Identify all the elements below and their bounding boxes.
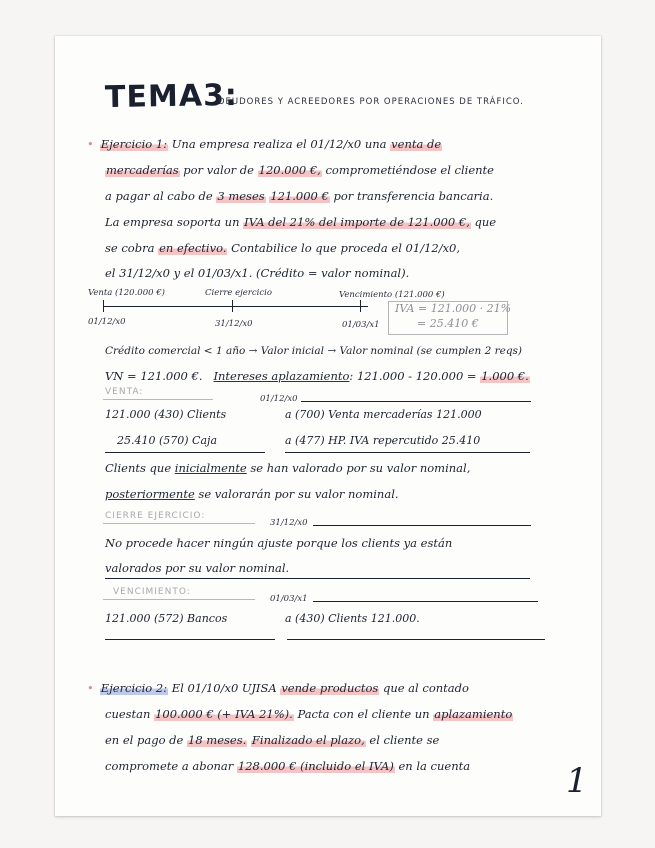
credito-note: Crédito comercial < 1 año → Valor inicial → Valor nominal (se cumplen 2 reqs) (105, 345, 523, 357)
ej1-text: comprometiéndose el cliente (325, 163, 494, 177)
venta-row-2-debe: 25.410 (570) Caja (117, 434, 218, 447)
ej2-label: Ejercicio 2: (100, 681, 168, 695)
ej2-line-1 (87, 681, 469, 695)
timeline-label-venta: Venta (120.000 €) (88, 288, 165, 298)
venta-row-1-haber: a (700) Venta mercaderías 121.000 (285, 408, 482, 421)
vencimiento-heading-rule (103, 599, 255, 600)
venta-note-1 (105, 461, 470, 475)
vn-text: Intereses aplazamiento (213, 369, 350, 383)
journal-rule (105, 578, 530, 579)
journal-rule (313, 601, 538, 602)
vn-highlight: 1.000 €. (481, 369, 529, 383)
cierre-date: 31/12/x0 (270, 518, 308, 528)
ej2-highlight: aplazamiento (434, 707, 513, 721)
venta-row-1-debe: 121.000 (430) Clients (105, 408, 227, 421)
vencimiento-row-1-haber: a (430) Clients 121.000. (285, 612, 420, 625)
bullet-icon: • (87, 681, 94, 695)
timeline-axis (103, 306, 368, 307)
ej1-line-4 (105, 215, 496, 229)
journal-rule (287, 639, 545, 640)
ej2-highlight: 18 meses. (188, 733, 247, 747)
ej1-line-1 (87, 137, 442, 151)
ej2-text: que al contado (382, 681, 469, 695)
iva-box-line-2: = 25.410 € (417, 317, 479, 330)
vn-text: VN = 121.000 €. (105, 369, 203, 383)
ej1-text: por transferencia bancaria. (333, 189, 494, 203)
vn-text: : 121.000 - 120.000 = (349, 369, 477, 383)
ej2-line-2 (105, 707, 513, 721)
ej1-highlight: 121.000 € (270, 189, 329, 203)
timeline-tick (103, 300, 104, 312)
journal-rule (313, 525, 531, 526)
ej2-text: el cliente se (369, 733, 440, 747)
vencimiento-heading: VENCIMIENTO: (113, 587, 191, 597)
cierre-heading-rule (103, 523, 255, 524)
ej2-line-4 (105, 759, 470, 773)
vencimiento-date: 01/03/x1 (270, 594, 308, 604)
journal-rule (285, 452, 530, 453)
ej2-text: cuestan (105, 707, 151, 721)
ej1-line-3 (105, 189, 493, 203)
venta-row-2-haber: a (477) HP. IVA repercutido 25.410 (285, 434, 481, 447)
ej2-text: Pacta con el cliente un (297, 707, 430, 721)
iva-box-line-1: IVA = 121.000 · 21% (395, 302, 512, 315)
venta-note-text: se valorarán por su valor nominal. (198, 487, 399, 501)
timeline-label-vencimiento: Vencimiento (121.000 €) (339, 290, 445, 300)
ej2-text: compromete a abonar (105, 759, 234, 773)
ej1-text: Una empresa realiza el 01/12/x0 una (171, 137, 387, 151)
notebook-page (55, 36, 601, 816)
ej1-text: Contabilice lo que proceda el 01/12/x0, (231, 241, 461, 255)
journal-rule (301, 401, 531, 402)
ej1-text: La empresa soporta un (105, 215, 240, 229)
ej2-highlight: 128.000 € (incluido el IVA) (237, 759, 394, 773)
vn-line (105, 369, 530, 383)
timeline-date-2: 31/12/x0 (215, 319, 253, 329)
bullet-icon: • (87, 137, 94, 151)
venta-date: 01/12/x0 (260, 394, 298, 404)
venta-heading: VENTA: (105, 387, 144, 397)
venta-note-text: inicialmente (174, 461, 247, 475)
cierre-note-1: No procede hacer ningún ajuste porque los clients ya están (105, 536, 453, 550)
timeline-label-cierre: Cierre ejercicio (205, 288, 272, 298)
ej2-highlight: 100.000 € (+ IVA 21%). (155, 707, 293, 721)
venta-note-2 (105, 487, 399, 501)
ej2-text: El 01/10/x0 UJISA (171, 681, 277, 695)
page-number: 1 (566, 761, 588, 801)
venta-note-text: se han valorado por su valor nominal, (250, 461, 471, 475)
ej2-highlight: vende productos (281, 681, 379, 695)
page-subtitle: DEUDORES Y ACREEDORES POR OPERACIONES DE TRÁFICO. (218, 97, 524, 107)
ej1-highlight: mercaderías (106, 163, 179, 177)
ej1-text: por valor de (183, 163, 254, 177)
page-title: TEMA3: (104, 77, 239, 116)
vencimiento-row-1-debe: 121.000 (572) Bancos (105, 612, 228, 625)
ej1-label: Ejercicio 1: (100, 137, 168, 151)
journal-rule (105, 639, 275, 640)
ej1-highlight: 120.000 €, (258, 163, 321, 177)
ej1-highlight: en efectivo. (159, 241, 227, 255)
ej1-text: se cobra (105, 241, 155, 255)
ej1-highlight: 3 meses (217, 189, 265, 203)
ej1-highlight: IVA del 21% del importe de 121.000 €, (244, 215, 470, 229)
cierre-note-2: valorados por su valor nominal. (105, 561, 290, 575)
venta-note-text: posteriormente (105, 487, 195, 501)
ej1-text: a pagar al cabo de (105, 189, 213, 203)
journal-rule (105, 452, 265, 453)
ej1-highlight: venta de (391, 137, 442, 151)
timeline-date-1: 01/12/x0 (88, 317, 126, 327)
ej1-text: que (474, 215, 497, 229)
venta-heading-rule (103, 399, 213, 400)
ej2-highlight: Finalizado el plazo, (251, 733, 365, 747)
timeline-tick (232, 300, 233, 312)
venta-note-text: Clients que (105, 461, 172, 475)
ej2-line-3 (105, 733, 439, 747)
ej2-text: en la cuenta (398, 759, 471, 773)
ej1-line-2 (105, 163, 494, 177)
ej2-text: en el pago de (105, 733, 184, 747)
timeline-date-3: 01/03/x1 (342, 320, 380, 330)
timeline-tick (360, 300, 361, 312)
ej1-line-6: el 31/12/x0 y el 01/03/x1. (Crédito = valor nominal). (105, 266, 410, 280)
ej1-line-5 (105, 241, 460, 255)
cierre-heading: CIERRE EJERCICIO: (105, 511, 206, 521)
